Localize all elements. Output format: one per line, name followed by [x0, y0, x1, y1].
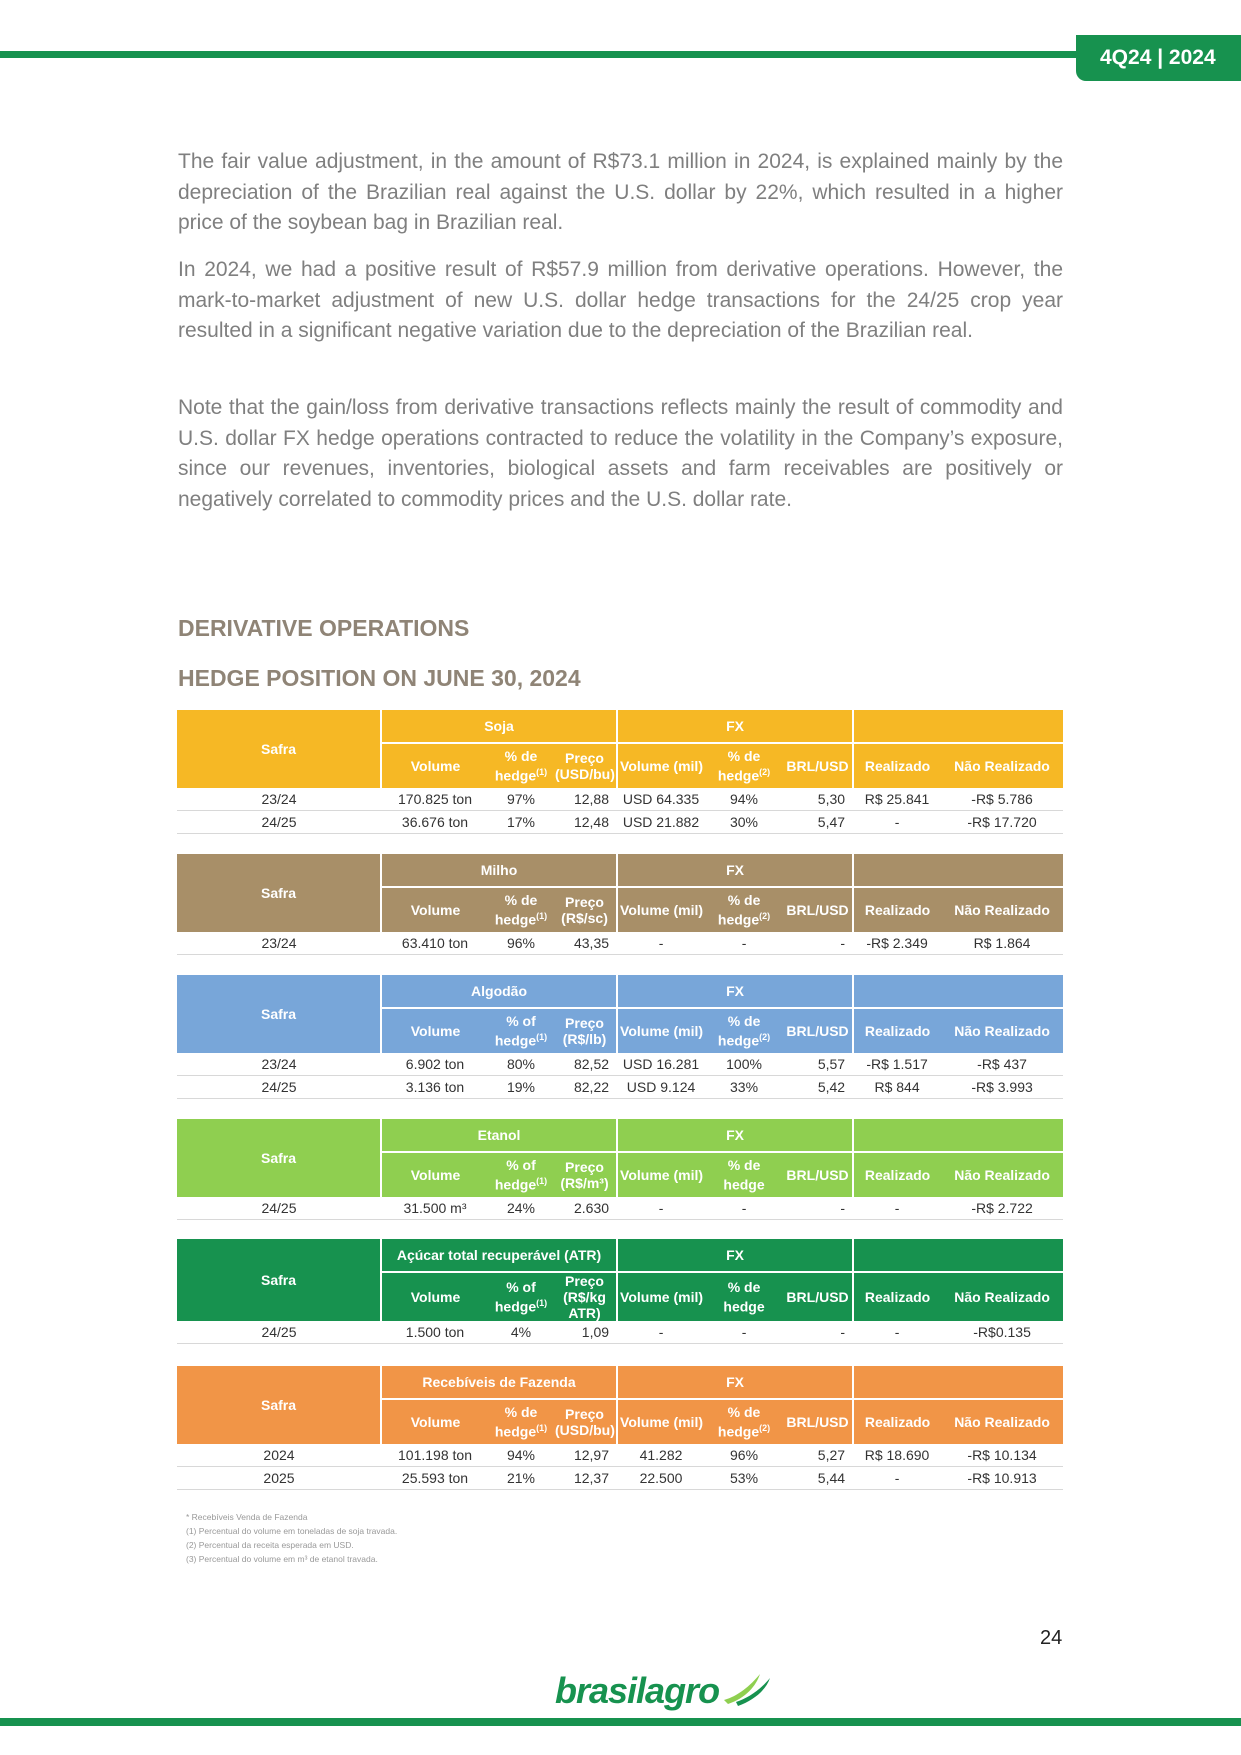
col-volume-mil: Volume (mil)	[617, 1399, 705, 1444]
table-cell: 12,37	[553, 1467, 617, 1490]
table-cell: -	[783, 1197, 853, 1220]
table-cell: 17%	[489, 811, 553, 834]
col-volume-mil: Volume (mil)	[617, 1008, 705, 1053]
bottom-green-rule	[0, 1718, 1241, 1726]
table-cell: -R$ 3.993	[941, 1076, 1063, 1099]
col-realizado: Realizado	[853, 1272, 941, 1321]
table-cell: 2025	[177, 1467, 381, 1490]
heading-hedge-position: HEDGE POSITION ON JUNE 30, 2024	[178, 665, 581, 691]
footnote: (2) Percentual da receita esperada em USD.	[186, 1540, 354, 1550]
col-nao-realizado: Não Realizado	[941, 1152, 1063, 1197]
fx-header: FX	[617, 710, 853, 743]
table-cell: 24/25	[177, 1076, 381, 1099]
table-cell: 5,47	[783, 811, 853, 834]
col-realizado: Realizado	[853, 743, 941, 788]
col-safra: Safra	[177, 854, 381, 932]
top-green-rule	[0, 51, 1080, 58]
table-cell: 94%	[705, 788, 783, 811]
table-row	[177, 1321, 1063, 1344]
col-price: Preço (USD/bu)	[553, 743, 617, 788]
group-header: Recebíveis de Fazenda	[381, 1366, 617, 1399]
table-cell: 24/25	[177, 811, 381, 834]
table-cell: 43,35	[553, 932, 617, 955]
paragraph-derivative-result: In 2024, we had a positive result of R$57.9 million from derivative operations. However, the mark-to-market adjustment of new U.S. dollar hedge transactions for the 24/25 crop year resulted in a significant negative variation due to the depreciation of the Brazilian real.	[178, 258, 1063, 342]
table-cell: -R$ 437	[941, 1053, 1063, 1076]
col-price: Preço (R$/lb)	[553, 1008, 617, 1053]
col-brl-usd: BRL/USD	[783, 1008, 853, 1053]
table-cell: 101.198 ton	[381, 1444, 489, 1467]
table-row	[177, 1444, 1063, 1467]
table-cell: 82,22	[553, 1076, 617, 1099]
table-cell: 12,97	[553, 1444, 617, 1467]
table-cell: -R$ 2.722	[941, 1197, 1063, 1220]
table-cell: 3.136 ton	[381, 1076, 489, 1099]
table-cell: -R$0.135	[941, 1321, 1063, 1344]
col-nao-realizado: Não Realizado	[941, 1272, 1063, 1321]
table-cell: 5,30	[783, 788, 853, 811]
table-cell: 1.500 ton	[381, 1321, 489, 1344]
col-volume-mil: Volume (mil)	[617, 1272, 705, 1321]
table-cell: 96%	[489, 932, 553, 955]
col-price: Preço (R$/m³)	[553, 1152, 617, 1197]
table-cell: 2.630	[553, 1197, 617, 1220]
group-header: Soja	[381, 710, 617, 743]
table-cell: -R$ 1.517	[853, 1053, 941, 1076]
table-cell: 170.825 ton	[381, 788, 489, 811]
col-price: Preço (USD/bu)	[553, 1399, 617, 1444]
fx-header: FX	[617, 1366, 853, 1399]
table-row	[177, 1053, 1063, 1076]
table-cell: 30%	[705, 811, 783, 834]
table-cell: 5,57	[783, 1053, 853, 1076]
footnote: * Recebíveis Venda de Fazenda	[186, 1512, 308, 1522]
col-realizado: Realizado	[853, 1008, 941, 1053]
table-cell: 97%	[489, 788, 553, 811]
col-volume: Volume	[381, 1152, 489, 1197]
col-nao-realizado: Não Realizado	[941, 1008, 1063, 1053]
table-cell: 21%	[489, 1467, 553, 1490]
paragraph-fair-value: The fair value adjustment, in the amount of R$73.1 million in 2024, is explained mainly by the depreciation of the Brazilian real against the U.S. dollar by 22%, which resulted in a higher price of the soybean bag in Brazilian real.	[178, 150, 1063, 234]
col-safra: Safra	[177, 1119, 381, 1197]
table-cell: 19%	[489, 1076, 553, 1099]
table-cell: 63.410 ton	[381, 932, 489, 955]
group-header: Etanol	[381, 1119, 617, 1152]
col-price: Preço (R$/sc)	[553, 887, 617, 932]
col-fx-pct-hedge: % de hedge	[705, 1152, 783, 1197]
group-header: Milho	[381, 854, 617, 887]
col-fx-pct-hedge: % de hedge$^{(2)}$	[705, 1399, 783, 1444]
table-cell: 24/25	[177, 1197, 381, 1220]
col-volume: Volume	[381, 1399, 489, 1444]
footnote: (3) Percentual do volume em m³ de etanol travada.	[186, 1554, 378, 1564]
col-pct-hedge: % de hedge$^{(1)}$	[489, 743, 553, 788]
brasilagro-logo	[555, 1670, 772, 1712]
table-cell: USD 64.335	[617, 788, 705, 811]
table-cell: 5,42	[783, 1076, 853, 1099]
table-cell: 22.500	[617, 1467, 705, 1490]
table-cell: -R$ 2.349	[853, 932, 941, 955]
table-cell: -R$ 10.134	[941, 1444, 1063, 1467]
table-cell: 24%	[489, 1197, 553, 1220]
table-cell: -	[783, 932, 853, 955]
table-cell: 80%	[489, 1053, 553, 1076]
table-cell: 36.676 ton	[381, 811, 489, 834]
hedge-table-atr	[177, 1239, 1063, 1344]
table-row	[177, 811, 1063, 834]
result-header	[853, 1366, 1063, 1399]
col-nao-realizado: Não Realizado	[941, 743, 1063, 788]
table-cell: -	[705, 1321, 783, 1344]
footnote: (1) Percentual do volume em toneladas de soja travada.	[186, 1526, 398, 1536]
col-safra: Safra	[177, 1366, 381, 1444]
table-row	[177, 932, 1063, 955]
table-cell: 4%	[489, 1321, 553, 1344]
table-row	[177, 1076, 1063, 1099]
leaf-chevron-icon	[720, 1670, 772, 1706]
table-cell: R$ 844	[853, 1076, 941, 1099]
col-brl-usd: BRL/USD	[783, 1399, 853, 1444]
col-safra: Safra	[177, 1239, 381, 1321]
table-cell: 41.282	[617, 1444, 705, 1467]
fx-header: FX	[617, 854, 853, 887]
table-cell: 12,48	[553, 811, 617, 834]
table-cell: -	[853, 1197, 941, 1220]
col-volume-mil: Volume (mil)	[617, 743, 705, 788]
hedge-table-soja	[177, 710, 1063, 834]
result-header	[853, 975, 1063, 1008]
table-cell: 33%	[705, 1076, 783, 1099]
table-cell: -	[705, 932, 783, 955]
table-cell: R$ 1.864	[941, 932, 1063, 955]
table-cell: -	[617, 932, 705, 955]
result-header	[853, 710, 1063, 743]
table-cell: 53%	[705, 1467, 783, 1490]
col-volume-mil: Volume (mil)	[617, 1152, 705, 1197]
table-cell: 1,09	[553, 1321, 617, 1344]
table-cell: -	[617, 1321, 705, 1344]
group-header: Açúcar total recuperável (ATR)	[381, 1239, 617, 1272]
hedge-table-etanol	[177, 1119, 1063, 1220]
paragraph-gain-loss: Note that the gain/loss from derivative transactions reflects mainly the result of commodity and U.S. dollar FX hedge operations contracted to reduce the volatility in the Company’s exposure, since our revenues, inventories, biological assets and farm receivables are positively or negatively correlated to commodity prices and the U.S. dollar rate.	[178, 396, 1063, 511]
table-cell: R$ 18.690	[853, 1444, 941, 1467]
table-cell: 24/25	[177, 1321, 381, 1344]
table-row	[177, 1467, 1063, 1490]
col-pct-hedge: % of hedge$^{(1)}$	[489, 1008, 553, 1053]
col-fx-pct-hedge: % de hedge$^{(2)}$	[705, 743, 783, 788]
table-cell: -	[853, 1321, 941, 1344]
fx-header: FX	[617, 1239, 853, 1272]
fx-header: FX	[617, 975, 853, 1008]
table-cell: -	[853, 1467, 941, 1490]
col-pct-hedge: % of hedge$^{(1)}$	[489, 1272, 553, 1321]
col-fx-pct-hedge: % de hedge$^{(2)}$	[705, 1008, 783, 1053]
table-cell: 25.593 ton	[381, 1467, 489, 1490]
col-pct-hedge: % de hedge$^{(1)}$	[489, 887, 553, 932]
hedge-table-algodao	[177, 975, 1063, 1099]
hedge-table-recebiveis	[177, 1366, 1063, 1490]
col-realizado: Realizado	[853, 1152, 941, 1197]
table-cell: USD 16.281	[617, 1053, 705, 1076]
table-cell: 23/24	[177, 932, 381, 955]
hedge-table-milho	[177, 854, 1063, 955]
col-brl-usd: BRL/USD	[783, 887, 853, 932]
col-realizado: Realizado	[853, 887, 941, 932]
group-header: Algodão	[381, 975, 617, 1008]
col-brl-usd: BRL/USD	[783, 1272, 853, 1321]
period-badge-label: 4Q24 | 2024	[1100, 46, 1216, 69]
table-cell: -	[705, 1197, 783, 1220]
col-volume-mil: Volume (mil)	[617, 887, 705, 932]
table-cell: USD 21.882	[617, 811, 705, 834]
table-row	[177, 788, 1063, 811]
table-cell: R$ 25.841	[853, 788, 941, 811]
col-brl-usd: BRL/USD	[783, 1152, 853, 1197]
col-pct-hedge: % de hedge$^{(1)}$	[489, 1399, 553, 1444]
table-cell: -	[783, 1321, 853, 1344]
table-cell: 31.500 m³	[381, 1197, 489, 1220]
col-fx-pct-hedge: % de hedge$^{(2)}$	[705, 887, 783, 932]
result-header	[853, 1119, 1063, 1152]
result-header	[853, 854, 1063, 887]
col-volume: Volume	[381, 743, 489, 788]
page-number: 24	[1040, 1627, 1063, 1649]
table-cell: 100%	[705, 1053, 783, 1076]
table-cell: 96%	[705, 1444, 783, 1467]
col-volume: Volume	[381, 1272, 489, 1321]
result-header	[853, 1239, 1063, 1272]
fx-header: FX	[617, 1119, 853, 1152]
table-cell: -	[853, 811, 941, 834]
table-cell: 23/24	[177, 1053, 381, 1076]
heading-derivative-operations: DERIVATIVE OPERATIONS	[178, 615, 470, 641]
table-cell: -	[617, 1197, 705, 1220]
table-cell: -R$ 17.720	[941, 811, 1063, 834]
table-row	[177, 1197, 1063, 1220]
table-cell: 94%	[489, 1444, 553, 1467]
table-cell: 5,44	[783, 1467, 853, 1490]
col-nao-realizado: Não Realizado	[941, 887, 1063, 932]
table-cell: 12,88	[553, 788, 617, 811]
col-safra: Safra	[177, 975, 381, 1053]
col-volume: Volume	[381, 887, 489, 932]
col-nao-realizado: Não Realizado	[941, 1399, 1063, 1444]
table-cell: -R$ 10.913	[941, 1467, 1063, 1490]
col-realizado: Realizado	[853, 1399, 941, 1444]
table-cell: 2024	[177, 1444, 381, 1467]
table-cell: 5,27	[783, 1444, 853, 1467]
col-volume: Volume	[381, 1008, 489, 1053]
col-safra: Safra	[177, 710, 381, 788]
logo-wordmark: brasilagro	[555, 1670, 720, 1711]
table-cell: 82,52	[553, 1053, 617, 1076]
table-cell: -R$ 5.786	[941, 788, 1063, 811]
col-brl-usd: BRL/USD	[783, 743, 853, 788]
table-cell: 6.902 ton	[381, 1053, 489, 1076]
col-pct-hedge: % of hedge$^{(1)}$	[489, 1152, 553, 1197]
col-price: Preço (R$/kg ATR)	[553, 1272, 617, 1321]
table-cell: USD 9.124	[617, 1076, 705, 1099]
table-cell: 23/24	[177, 788, 381, 811]
col-fx-pct-hedge: % de hedge	[705, 1272, 783, 1321]
